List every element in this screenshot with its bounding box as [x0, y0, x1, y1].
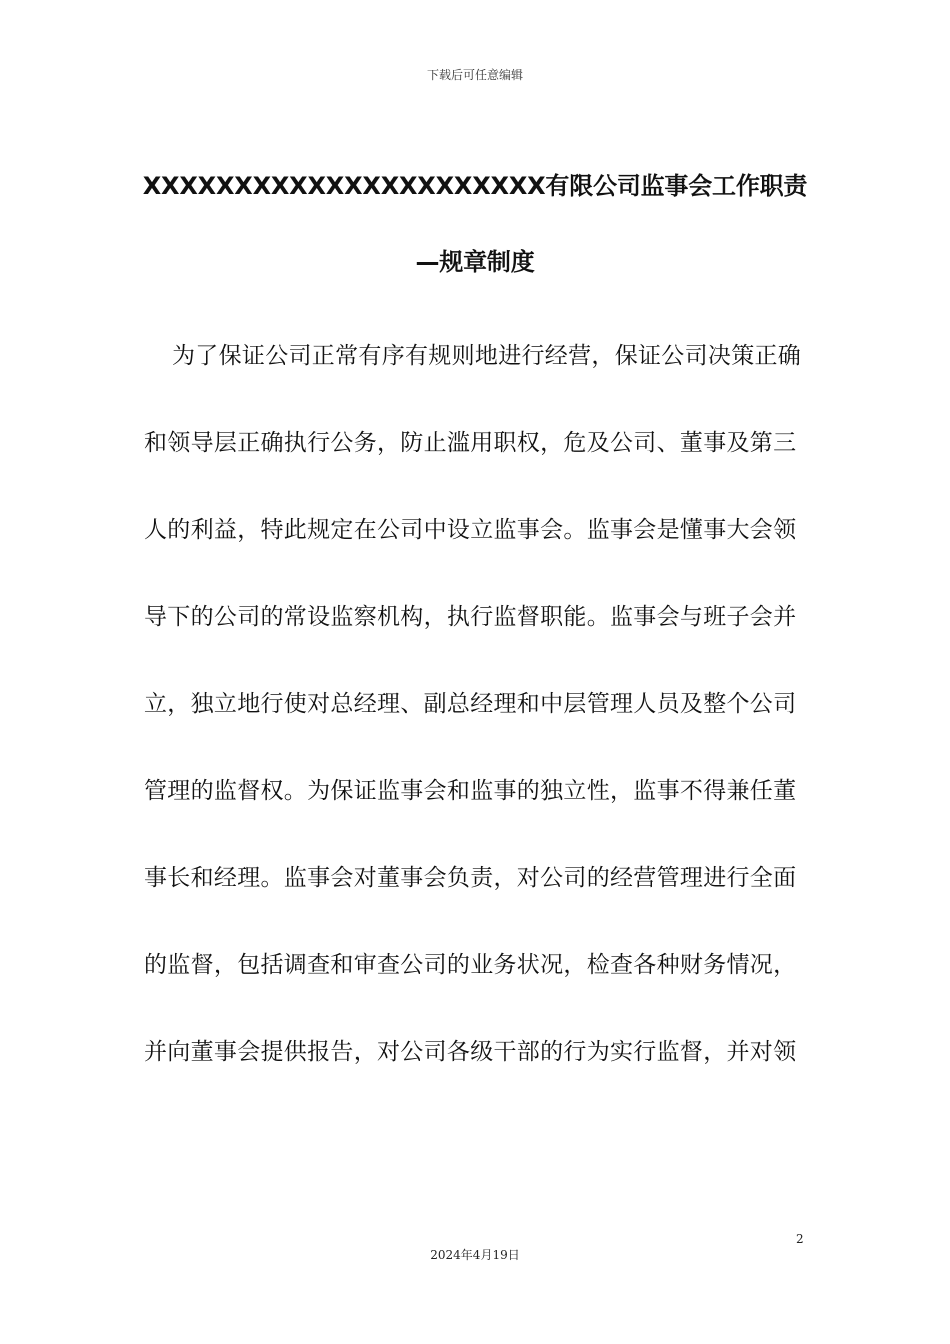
body-line: 并向董事会提供报告，对公司各级干部的行为实行监督，并对领	[144, 1039, 797, 1065]
page-number: 2	[796, 1232, 804, 1246]
body-line: 管理的监督权。为保证监事会和监事的独立性，监事不得兼任董	[144, 778, 797, 804]
body-line: 导下的公司的常设监察机构，执行监督职能。监事会与班子会并	[144, 604, 797, 630]
body-line: 人的利益，特此规定在公司中设立监事会。监事会是懂事大会领	[144, 517, 797, 543]
body-line: 事长和经理。监事会对董事会负责，对公司的经营管理进行全面	[144, 865, 797, 891]
document-body	[144, 322, 802, 1105]
body-line: 立，独立地行使对总经理、副总经理和中层管理人员及整个公司	[144, 691, 797, 717]
body-line: 为了保证公司正常有序有规则地进行经营，保证公司决策正确	[172, 343, 802, 369]
body-line: 和领导层正确执行公务，防止滥用职权，危及公司、董事及第三	[144, 430, 797, 456]
footer-date: 2024年4月19日	[430, 1248, 520, 1262]
header-note: 下载后可任意编辑	[426, 68, 523, 82]
document-title: XXXXXXXXXXXXXXXXXXXXXX有限公司监事会工作职责—规章制度	[142, 172, 808, 276]
body-line: 的监督，包括调查和审查公司的业务状况，检查各种财务情况，	[144, 952, 797, 978]
